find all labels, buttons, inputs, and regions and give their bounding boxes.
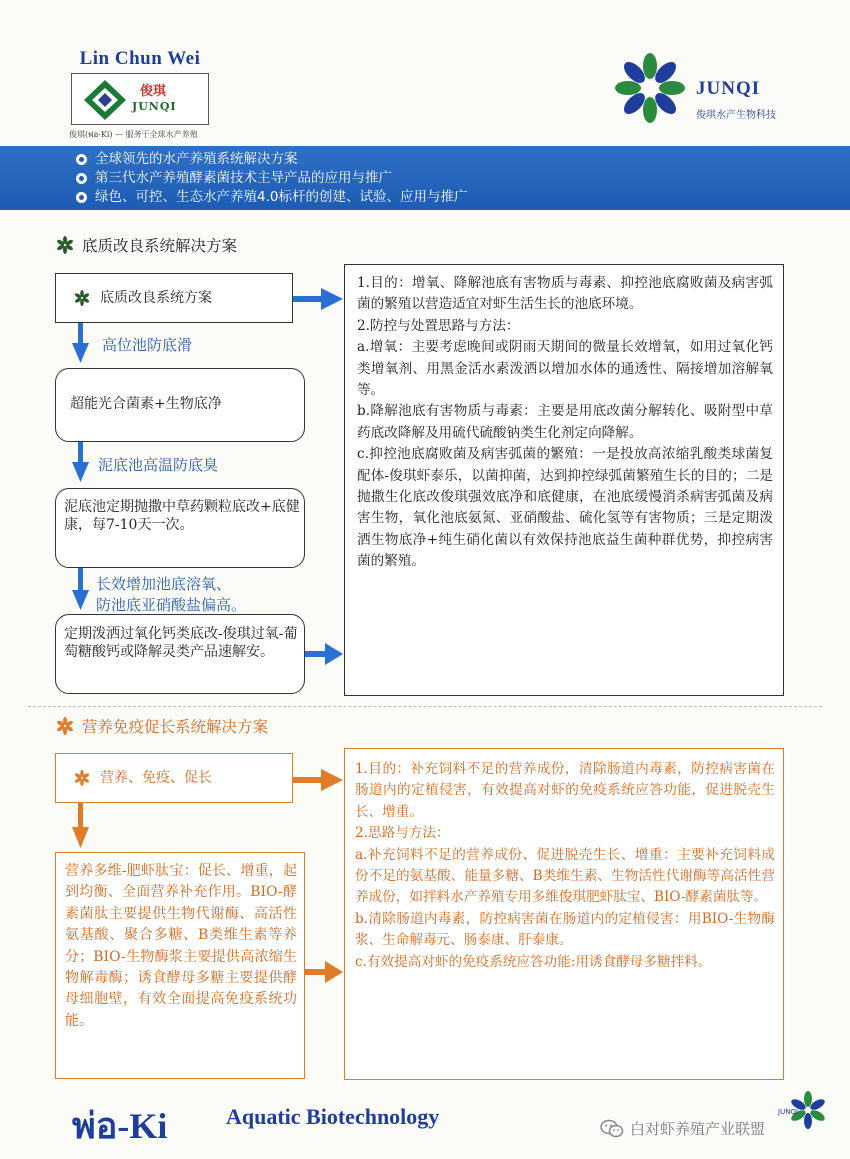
flow-top-box-2: 营养、免疫、促长 [55, 753, 293, 803]
logo-right-cn: 俊琪水产生物科技 [696, 110, 776, 121]
footer-brand-mid: Aquatic Biotechnology [226, 1104, 440, 1129]
section2-arrows [0, 700, 850, 1100]
logo-cn-name: 俊琪 [140, 84, 167, 99]
step-label-2: 泥底池高温防底臭 [98, 456, 219, 474]
banner-item: 第三代水产养殖酵素菌技术主导产品的应用与推广 [76, 169, 850, 188]
section1-detail-box: 1.目的：增氧、降解池底有害物质与毒素、抑控池底腐败菌及病害弧菌的繁殖以营造适宜对虾生活生长的池底环境。 2.防控与处置思路与方法： a.增氧：主要考虑晚间或阴雨天期间的微量长效增氧，如用过氧化钙类增氧剂、用黑金活水素泼洒以增加水体的通透性、隔接增加溶解氧等。 b.降解池底有害物质与毒素：主要是用底改菌分解转化、吸附型中草药底改降解及用硫代硫酸钠类生化剂定向降解。 c.抑控池底腐败菌及病害弧菌的繁殖：一是投放高浓缩乳酸类球菌复配体-俊琪虾泰乐，以菌抑菌，达到抑控绿弧菌繁殖生长的目的；二是抛撒生化底改俊琪强效底净和底健康，在池底缓慢消杀病害弧菌及病害生物，氧化池底氨氮、亚硝酸盐、硫化氢等有害物质；三是定期泼洒生物底净+纯生硝化菌以有效保持池底益生菌种群优势，抑控病害菌的繁殖。 [344, 264, 784, 696]
footer-brand-small: JUNQI [778, 1108, 798, 1116]
logo-en-name: JUNQI [132, 100, 177, 113]
section2-left-box: 营养多维-肥虾肽宝：促长、增重，起到均衡、全面营养补充作用。BIO-酵素菌肽主要提供生物代谢酶、高活性氨基酸、聚合多糖、B类维生素等养分；BIO-生物酶浆主要提供高浓缩生物解毒酶；诱食酵母多糖主要提供酵母细胞壁，有效全面提高免疫系统功能。 [55, 852, 305, 1079]
step-label-1: 高位池防底滑 [102, 336, 193, 354]
footer-brand-left: พ่อ-Ki [72, 1106, 168, 1146]
banner-item: 绿色、可控、生态水产养殖4.0标杆的创建、试验、应用与推广 [76, 188, 850, 207]
logo-name: Lin Chun Wei [79, 48, 201, 69]
flow-box-1: 超能光合菌素+生物底净 [55, 368, 305, 442]
flow-box-3: 定期泼洒过氧化钙类底改-俊琪过氧-葡萄糖酸钙或降解灵类产品速解安。 [55, 614, 305, 694]
watermark: 白对虾养殖产业联盟 [600, 1118, 765, 1139]
flow-box-2: 泥底池定期抛撒中草药颗粒底改+底健康，每7-10天一次。 [55, 488, 305, 568]
wechat-icon [600, 1119, 624, 1139]
banner-item: 全球领先的水产养殖系统解决方案 [76, 150, 850, 169]
section1-title: 底质改良系统解决方案 [56, 234, 237, 256]
section2-detail-box: 1.目的：补充饲料不足的营养成份，清除肠道内毒素，防控病害菌在肠道内的定植侵害，有效提高对虾的免疫系统应答功能，促进脱壳生长、增重。 2.思路与方法： a.补充饲料不足的营养成份、促进脱壳生长、增重：主要补充饲料成份不足的氨基酸、能量多糖、B类维生素、生物活性代谢酶等高活性营养成份，如拌料水产养殖专用多维俊琪肥虾肽宝、BIO-酵素菌肽等。 b.清除肠道内毒素，防控病害菌在肠道内的定植侵害：用BIO-生物酶浆、生命解毒元、肠泰康、肝泰康。 c.有效提高对虾的免疫系统应答功能:用诱食酵母多糖拌料。 [344, 748, 784, 1080]
logo-tagline: 俊琪(พ่อ-Ki) — 服务于全球水产养殖 [69, 130, 198, 139]
flow-top-box: 底质改良系统方案 [55, 273, 293, 323]
step-label-3: 长效增加池底溶氧、 防池底亚硝酸盐偏高。 [96, 575, 247, 614]
logo-right-en: JUNQI [696, 78, 761, 99]
section2-title: 营养免疫促长系统解决方案 [56, 715, 268, 737]
